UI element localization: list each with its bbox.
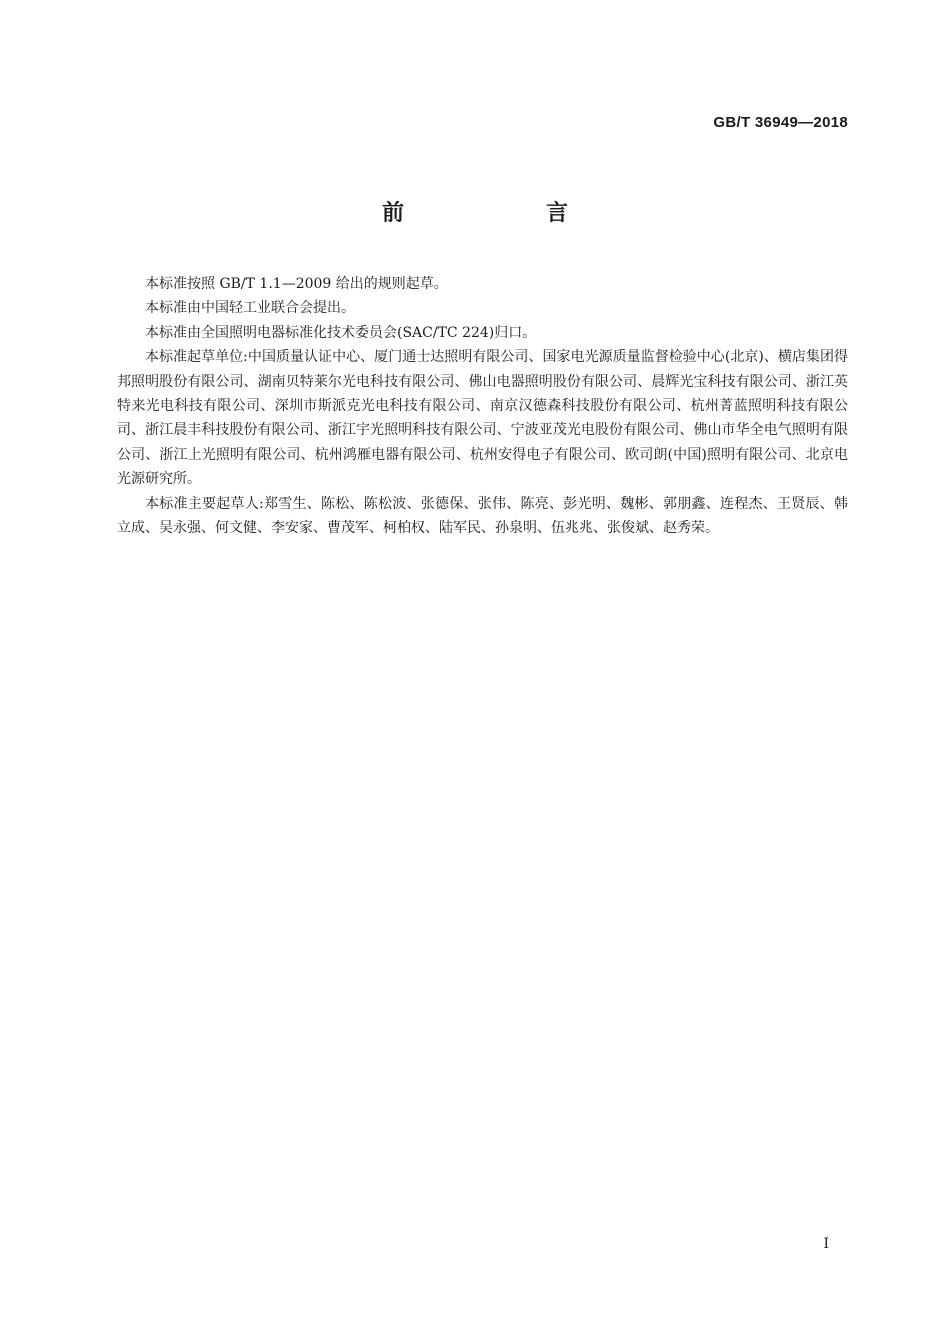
paragraph-proposed-by: 本标准由中国轻工业联合会提出。 <box>145 300 355 317</box>
paragraph-drafting-rules: 本标准按照 GB/T 1.1—2009 给出的规则起草。 <box>145 276 448 292</box>
page-title: 前 言 <box>381 201 628 226</box>
foreword-body <box>117 272 848 540</box>
paragraph-drafting-units: 本标准起草单位:中国质量认证中心、厦门通士达照明有限公司、国家电光源质量监督检验中心(北京)、横店集团得邦照明股份有限公司、湖南贝特莱尔光电科技有限公司、佛山电器照明股份有限公司、晨辉光宝科技有限公司、浙江英特来光电科技有限公司、深圳市斯派克光电科技有限公司、南京汉德森科技股份有限公司、杭州菁蓝照明科技有限公司、浙江晨丰科技股份有限公司、浙江宇光照明科技有限公司、宁波亚茂光电股份有限公司、佛山市华全电气照明有限公司、浙江上光照明有限公司、杭州鸿雁电器有限公司、杭州安得电子有限公司、欧司朗(中国)照明有限公司、北京电光源研究所。 <box>117 349 848 488</box>
paragraph-drafters: 本标准主要起草人:郑雪生、陈松、陈松波、张德保、张伟、陈亮、彭光明、魏彬、郭朋鑫、连程杰、王贤辰、韩立成、吴永强、何文健、李安家、曹茂军、柯柏权、陆军民、孙泉明、伍兆兆、张俊斌、赵秀荣。 <box>117 495 848 537</box>
standard-code: GB/T 36949—2018 <box>713 114 848 131</box>
page-number: I <box>823 1236 829 1252</box>
paragraph-technical-committee: 本标准由全国照明电器标准化技术委员会(SAC/TC 224)归口。 <box>145 324 537 341</box>
